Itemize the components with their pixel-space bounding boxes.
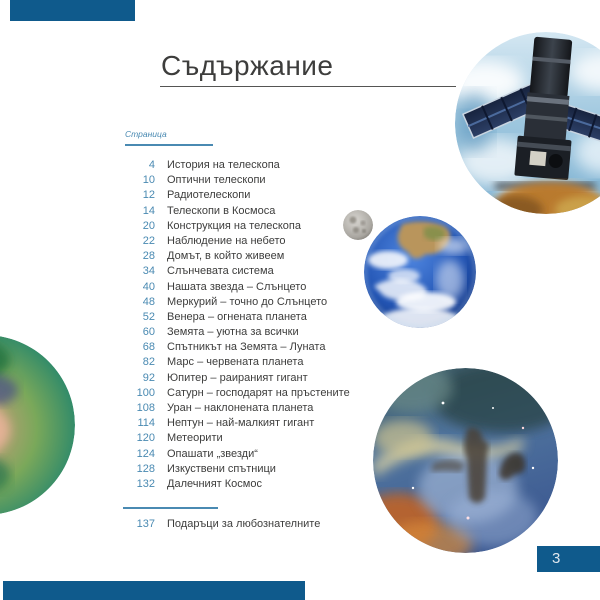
toc-entry-title: Радиотелескопи [167, 189, 251, 202]
toc-entry [0, 310, 350, 325]
toc-entry-page-number: 10 [142, 174, 155, 187]
nebula-photo [373, 368, 558, 553]
toc-entry-title: Сатурн – господарят на пръстените [167, 386, 350, 399]
toc-entry-page-number: 4 [148, 159, 155, 171]
toc-entry-title: История на телескопа [167, 159, 280, 171]
toc-entry-title: Оптични телескопи [167, 174, 266, 187]
toc-entry-page-number: 48 [142, 295, 155, 308]
toc-entry [0, 325, 350, 340]
toc-entry-page-number: 34 [142, 265, 155, 278]
toc-entry [0, 295, 350, 310]
toc-entry-title: Наблюдение на небето [167, 234, 286, 247]
toc-entry-page-number: 20 [142, 219, 155, 232]
toc-divider-line [123, 507, 218, 509]
toc-entry [0, 234, 350, 249]
toc-entry [0, 280, 350, 295]
toc-entry-title: Слънчевата система [167, 265, 274, 278]
toc-entry-title: Марс – червената планета [167, 356, 304, 369]
toc-entry-page-number: 128 [136, 462, 155, 475]
page-number: 3 [552, 550, 561, 567]
toc-entry-page-number: 22 [142, 234, 155, 247]
toc-entry-page-number: 108 [136, 402, 155, 414]
toc-entry [0, 219, 350, 234]
toc-entry-page-number: 14 [142, 204, 155, 217]
toc-entry-page-number: 40 [142, 280, 155, 293]
page-column-underline [125, 144, 213, 146]
toc-entry-page-number: 82 [142, 356, 155, 369]
toc-entry-title: Венера – огнената планета [167, 310, 307, 323]
toc-entry-page-number: 92 [142, 371, 155, 384]
toc-entry-page-number: 137 [136, 518, 155, 530]
toc-entry-page-number: 68 [142, 341, 155, 354]
toc-entry-title: Уран – наклонената планета [167, 402, 314, 414]
page-column-label: Страница [125, 129, 167, 139]
toc-entry-title: Нептун – най-малкият гигант [167, 417, 315, 430]
top-accent-bar [10, 0, 135, 21]
toc-entry-bonus [0, 517, 320, 532]
toc-bonus-section [0, 517, 320, 532]
toc-entry-title: Юпитер – раираният гигант [167, 371, 308, 384]
toc-entry [0, 188, 350, 203]
toc-entry-page-number: 114 [137, 417, 155, 430]
title-underline [160, 86, 456, 87]
hubble-telescope-photo [455, 32, 600, 214]
toc-entry-page-number: 100 [136, 386, 155, 399]
toc-entry-title: Земята – уютна за всички [167, 326, 299, 339]
toc-entry-page-number: 28 [142, 250, 155, 263]
toc-entry-title: Домът, в който живеем [167, 250, 285, 263]
page-title: Съдържание [161, 50, 334, 81]
toc-entry [0, 204, 350, 219]
toc-entry-title: Подаръци за любознателните [167, 518, 321, 530]
earth-photo [364, 216, 476, 328]
toc-entry-page-number: 12 [142, 189, 155, 202]
toc-entry-title: Спътникът на Земята – Луната [167, 341, 326, 354]
toc-entry [0, 340, 350, 355]
bottom-accent-bar [3, 581, 305, 600]
toc-entry [0, 158, 350, 173]
toc-entry-page-number: 52 [142, 310, 155, 323]
toc-entry-page-number: 124 [136, 447, 155, 460]
toc-entry-title: Изкуствени спътници [167, 462, 276, 475]
toc-entry-page-number: 60 [142, 326, 155, 339]
toc-entry [0, 249, 350, 264]
toc-entry [0, 173, 350, 188]
toc-entry-page-number: 120 [136, 432, 155, 445]
toc-entry-title: Нашата звезда – Слънцето [167, 280, 307, 293]
toc-entry-title: Меркурий – точно до Слънцето [167, 295, 328, 308]
toc-entry-title: Конструкция на телескопа [167, 219, 301, 232]
toc-entry [0, 264, 350, 279]
toc-entry-title: Телескопи в Космоса [167, 204, 276, 217]
toc-entry-title: Метеорити [167, 432, 223, 445]
toc-entry-title: Далечният Космос [167, 477, 262, 490]
toc-entry-page-number: 132 [136, 477, 155, 490]
toc-entry-title: Опашати „звезди“ [167, 447, 258, 460]
moon-photo [343, 210, 373, 240]
page-number-badge [537, 546, 600, 572]
